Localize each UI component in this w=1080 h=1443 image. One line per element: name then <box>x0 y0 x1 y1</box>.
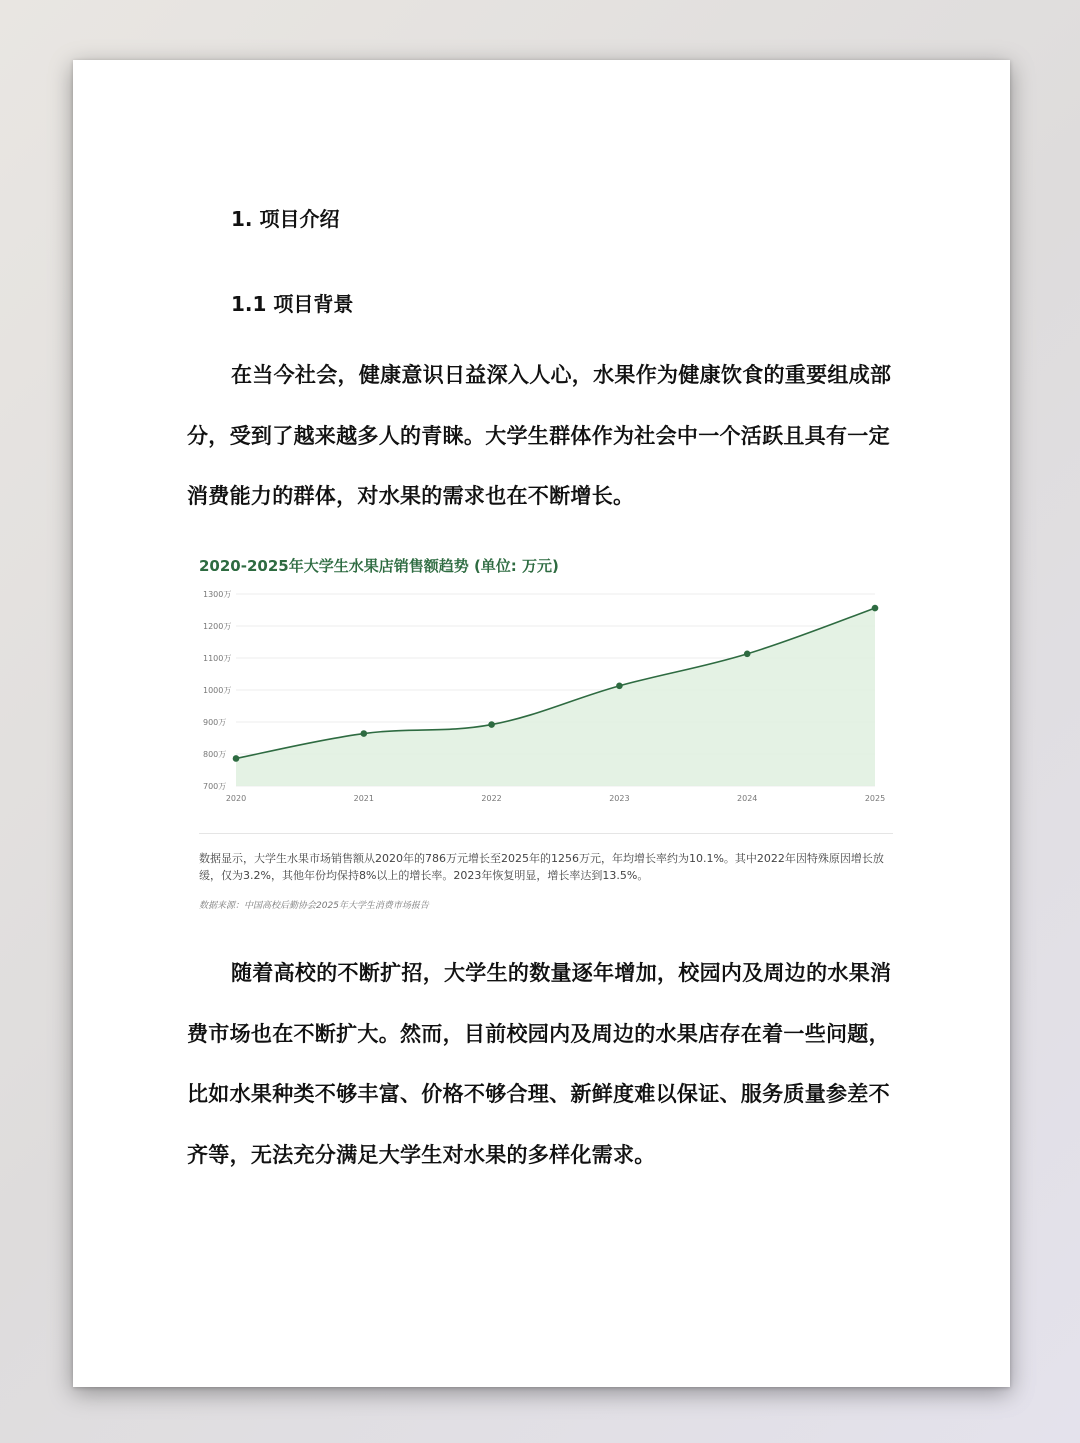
chart-divider <box>199 833 893 834</box>
body-paragraph-2: 随着高校的不断扩招，大学生的数量逐年增加，校园内及周边的水果消费市场也在不断扩大。然而，目前校园内及周边的水果店存在着一些问题，比如水果种类不够丰富、价格不够合理、新鲜度难以保证、服务质量参差不齐等，无法充分满足大学生对水果的多样化需求。 <box>187 961 892 1167</box>
chart-plot <box>199 586 893 816</box>
sales-trend-chart <box>199 556 893 916</box>
x-tick-label: 2024 <box>737 794 758 803</box>
x-tick-label: 2022 <box>481 794 502 803</box>
data-point <box>361 730 368 737</box>
y-tick-label: 800万 <box>203 750 227 759</box>
chart-description: 数据显示，大学生水果市场销售额从2020年的786万元增长至2025年的1256万元，年均增长率约为10.1%。其中2022年因特殊原因增长放缓，仅为3.2%，其他年份均保持8%以上的增长率。2023年恢复明显，增长率达到13.5%。 <box>199 852 884 882</box>
y-tick-label: 900万 <box>203 718 227 727</box>
chart-title: 2020-2025年大学生水果店销售额趋势 (单位: 万元) <box>199 557 559 575</box>
subsection-heading: 1.1 项目背景 <box>231 292 354 316</box>
series-area <box>236 608 875 786</box>
x-tick-label: 2025 <box>864 794 886 803</box>
data-point <box>488 721 495 728</box>
y-tick-label: 700万 <box>203 782 227 791</box>
data-point <box>872 605 879 612</box>
y-tick-label: 1300万 <box>203 590 232 599</box>
data-point <box>744 651 751 658</box>
x-tick-label: 2021 <box>353 794 374 803</box>
x-tick-label: 2020 <box>225 794 247 803</box>
body-paragraph-1: 在当今社会，健康意识日益深入人心，水果作为健康饮食的重要组成部分，受到了越来越多人的青睐。大学生群体作为社会中一个活跃且具有一定消费能力的群体，对水果的需求也在不断增长。 <box>187 363 892 508</box>
section-heading: 1. 项目介绍 <box>231 207 340 231</box>
y-tick-label: 1000万 <box>203 686 232 695</box>
document-page <box>73 60 1010 1387</box>
y-tick-label: 1100万 <box>203 654 232 663</box>
chart-source: 数据来源：中国高校后勤协会2025年大学生消费市场报告 <box>199 901 429 911</box>
x-tick-label: 2023 <box>609 794 630 803</box>
data-point <box>233 755 240 762</box>
y-tick-label: 1200万 <box>203 622 232 631</box>
data-point <box>616 683 623 690</box>
